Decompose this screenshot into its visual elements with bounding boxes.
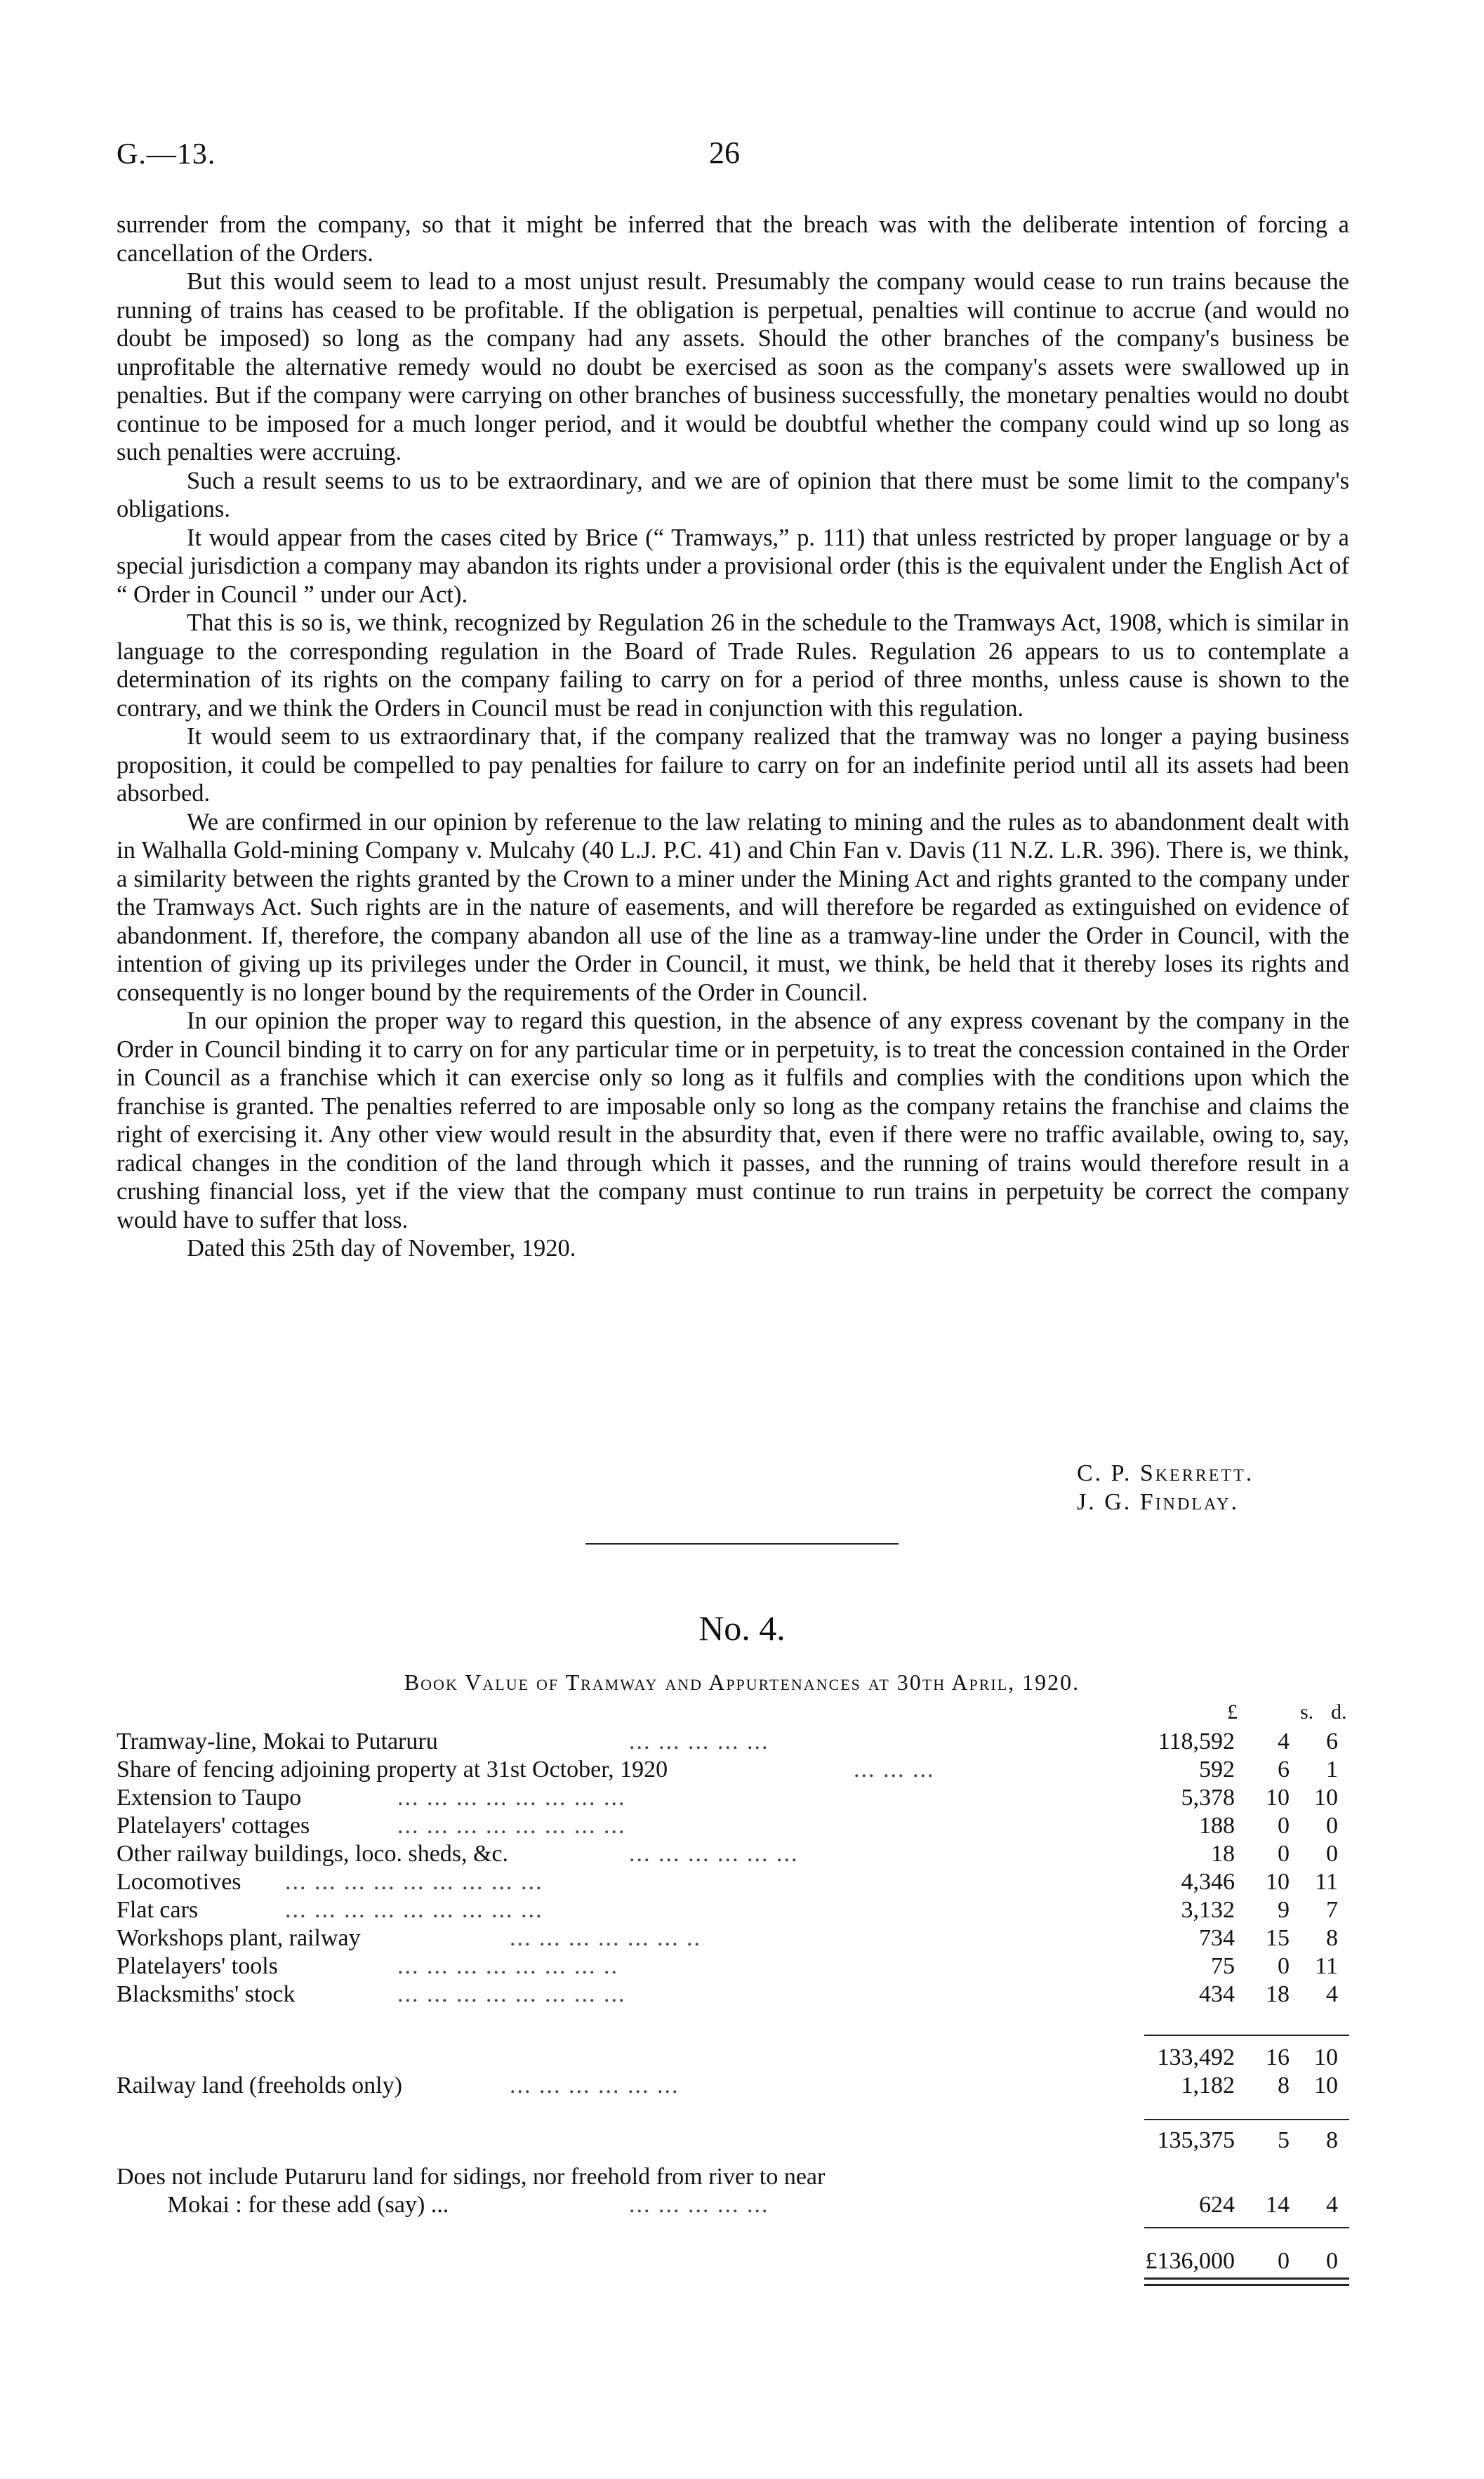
paragraph-8: In our opinion the proper way to regard this question, in the absence of any express covenant by the company in the Order in Council binding it to carry on for any particular time or in perpetuity, is to treat the concession contained in the Order in Council as a franchise which it can exercise only so long as it fulfils and complies with the conditions upon which the franchise is granted. The penalties referred to are imposable only so long as the company retains the franchise and claims the right of exercising it. Any other view would result in the absurdity that, even if there were no traffic available, owing to, say, radical changes in the condition of the land through which it passes, and the running of trains would therefore result in a crushing financial loss, yet if the view that the company must continue to run trains in perpetuity be correct the company would have to suffer that loss. [117,1007,1349,1234]
row-pounds: 592 [1199,1757,1235,1783]
leader-dots: ... ... ... [854,1757,935,1783]
table-row [117,1953,1366,1981]
row-shillings: 18 [1266,1981,1290,2007]
row-pounds: 75 [1211,1953,1235,1979]
row-shillings: 0 [1278,1953,1290,1979]
row-pounds: 4,346 [1181,1869,1235,1895]
paragraph-4: It would appear from the cases cited by Brice (“ Tramways,” p. 111) that unless restricted by proper language or by a special jurisdiction a company may abandon its rights under a provisional order (this is the equivalent under the English Act of “ Order in Council ” under our Act). [117,524,1349,608]
row-label: Workshops plant, railway [117,1925,361,1951]
row-pence: 7 [1326,1897,1338,1923]
row-shillings: 10 [1266,1785,1290,1811]
row-label: Blacksmiths' stock [117,1981,296,2007]
signatory-2: J. G. Findlay. [1077,1489,1239,1515]
row-label: Locomotives [117,1869,241,1895]
leader-dots: ... ... ... ... ... ... ... ... [397,1981,626,2007]
row-label: Tramway-line, Mokai to Putaruru [117,1728,438,1754]
paragraph-1: surrender from the company, so that it might be inferred that the breach was with the deliberate intention of forcing a cancellation of the Orders. [117,211,1349,267]
row-pence: 0 [1326,1841,1338,1867]
column-head-pence: d. [1331,1700,1347,1724]
table-caption: Book Value of Tramway and Appurtenances at 30th April, 1920. [404,1670,1080,1695]
row-pence: 4 [1326,1981,1338,2007]
row-shillings: 15 [1266,1925,1290,1951]
table-row [117,1981,1366,2009]
row-pence: 10 [1314,2073,1338,2098]
paragraph-2: But this would seem to lead to a most unjust result. Presumably the company would cease to run trains because the running of trains has ceased to be profitable. If the obligation is perpetual, penalties will continue to accrue (and would no doubt be imposed) so long as the company had any assets. Should the other branches of the company's business be unprofitable the alternative remedy would no doubt be exercised as soon as the company's assets were swallowed up in penalties. But if the company were carrying on other branches of business successfully, the monetary penalties would no doubt continue to be imposed for a much longer period, and it would be doubtful whether the company could wind up so long as such penalties were accruing. [117,268,1349,465]
table-row [117,2073,1366,2101]
section-heading: No. 4. [698,1608,786,1648]
signatory-1: C. P. Skerrett. [1077,1460,1254,1486]
row-pence: 4 [1326,2192,1338,2218]
row-pence: 11 [1315,1953,1338,1979]
leader-dots: ... ... ... ... ... ... ... ... ... [285,1869,543,1895]
paragraph-6: It would seem to us extraordinary that, if the company realized that the tramway was no longer a paying business proposition, it could be compelled to pay penalties for failure to carry on for an indefinite period until all its assets had been absorbed. [117,723,1349,807]
column-head-pounds: £ [1227,1700,1238,1724]
subtotal-row [117,2127,1366,2155]
row-shillings: 0 [1278,1841,1290,1867]
column-head-shillings: s. [1300,1700,1314,1724]
leader-dots: ... ... ... ... ... [629,2192,769,2218]
table-row [117,1841,1366,1869]
leader-dots: ... ... ... ... ... ... [629,1841,799,1867]
row-label: Platelayers' cottages [117,1813,310,1839]
row-shillings: 0 [1278,1813,1290,1839]
dated-line: Dated this 25th day of November, 1920. [187,1235,576,1262]
leader-dots: ... ... ... ... ... ... .. [510,1925,701,1951]
row-pounds: 624 [1199,2192,1235,2218]
leader-dots: ... ... ... ... ... ... ... ... [397,1785,626,1811]
row-pounds: 1,182 [1181,2073,1235,2098]
leader-dots: ... ... ... ... ... ... [510,2073,680,2098]
row-pence: 10 [1314,1785,1338,1811]
total-double-rule [1144,2278,1349,2286]
note-line-2: Mokai : for these add (say) ... [167,2192,449,2218]
paragraph-5: That this is so is, we think, recognized by Regulation 26 in the schedule to the Tramways Act, 1908, which is similar in language to the corresponding regulation in the Board of Trade Rules. Regulation 26 appears to us to contemplate a determination of its rights on the company failing to carry on for a period of three months, unless cause is shown to the contrary, and we think the Orders in Council must be read in conjunction with this regulation. [117,609,1349,722]
row-pounds: 734 [1199,1925,1235,1951]
subtotal-pounds: 133,492 [1157,2044,1235,2070]
row-pounds: 188 [1199,1813,1235,1839]
section-divider [585,1543,899,1545]
report-body [117,211,1349,1263]
row-label: Railway land (freeholds only) [117,2073,402,2098]
row-pounds: 18 [1211,1841,1235,1867]
leader-dots: ... ... ... ... ... ... ... ... [397,1813,626,1839]
subtotal-row [117,2044,1366,2073]
leader-dots: ... ... ... ... ... [629,1728,769,1754]
leader-dots: ... ... ... ... ... ... ... .. [397,1953,618,1979]
table-row [117,1785,1366,1813]
row-shillings: 10 [1266,1869,1290,1895]
row-label: Share of fencing adjoining property at 31st October, 1920 [117,1757,668,1783]
total-row [117,2248,1366,2276]
table-row [117,1869,1366,1897]
row-pence: 1 [1326,1757,1338,1783]
total-shillings: 0 [1278,2248,1290,2274]
paragraph-3: Such a result seems to us to be extraordinary, and we are of opinion that there must be some limit to the company's obligations. [117,467,1349,522]
document-reference: G.—13. [117,138,216,171]
note-row [117,2164,1366,2192]
total-rule [1144,2227,1349,2228]
table-row [117,1757,1366,1785]
row-pence: 6 [1326,1728,1338,1754]
row-pounds: 118,592 [1158,1728,1235,1754]
signature-block [1077,1459,1254,1516]
subtotal-pence: 8 [1326,2127,1338,2153]
subtotal-rule [1144,2119,1349,2120]
row-shillings: 14 [1266,2192,1290,2218]
row-label: Platelayers' tools [117,1953,278,1979]
row-pounds: 3,132 [1181,1897,1235,1923]
subtotal-pounds: 135,375 [1157,2127,1235,2153]
row-shillings: 6 [1278,1757,1290,1783]
subtotal-shillings: 16 [1266,2044,1290,2070]
leader-dots: ... ... ... ... ... ... ... ... ... [285,1897,543,1923]
total-pence: 0 [1326,2248,1338,2274]
row-pence: 11 [1315,1869,1338,1895]
row-pounds: 5,378 [1181,1785,1235,1811]
subtotal-pence: 10 [1314,2044,1338,2070]
table-row [117,1897,1366,1925]
row-label: Extension to Taupo [117,1785,302,1811]
row-pence: 8 [1326,1925,1338,1951]
row-label: Flat cars [117,1897,199,1923]
row-pounds: 434 [1199,1981,1235,2007]
table-row [117,1925,1366,1953]
table-row [117,1728,1366,1757]
paragraph-7: We are confirmed in our opinion by referenue to the law relating to mining and the rules as to abandonment dealt with in Walhalla Gold-mining Company v. Mulcahy (40 L.J. P.C. 41) and Chin Fan v. Davis (11 N.Z. L.R. 396). There is, we think, a similarity between the rights granted by the Crown to a miner under the Mining Act and rights granted to the company under the Tramways Act. Such rights are in the nature of easements, and will therefore be regarded as extinguished on evidence of abandonment. If, therefore, the company abandon all use of the line as a tramway-line under the Order in Council, with the intention of giving up its privileges under the Order in Council, it must, we think, be held that it thereby loses its rights and consequently is no longer bound by the requirements of the Order in Council. [117,808,1349,1006]
subtotal-rule [1144,2035,1349,2036]
note-line-1: Does not include Putaruru land for sidings, nor freehold from river to near [117,2164,826,2190]
row-shillings: 8 [1278,2073,1290,2098]
row-shillings: 9 [1278,1897,1290,1923]
subtotal-shillings: 5 [1278,2127,1290,2153]
row-pence: 0 [1326,1813,1338,1839]
row-shillings: 4 [1278,1728,1290,1754]
total-pounds: £136,000 [1145,2248,1235,2274]
row-label: Other railway buildings, loco. sheds, &c. [117,1841,509,1867]
note-row [117,2192,1366,2220]
page-number: 26 [709,135,740,170]
table-row [117,1813,1366,1841]
